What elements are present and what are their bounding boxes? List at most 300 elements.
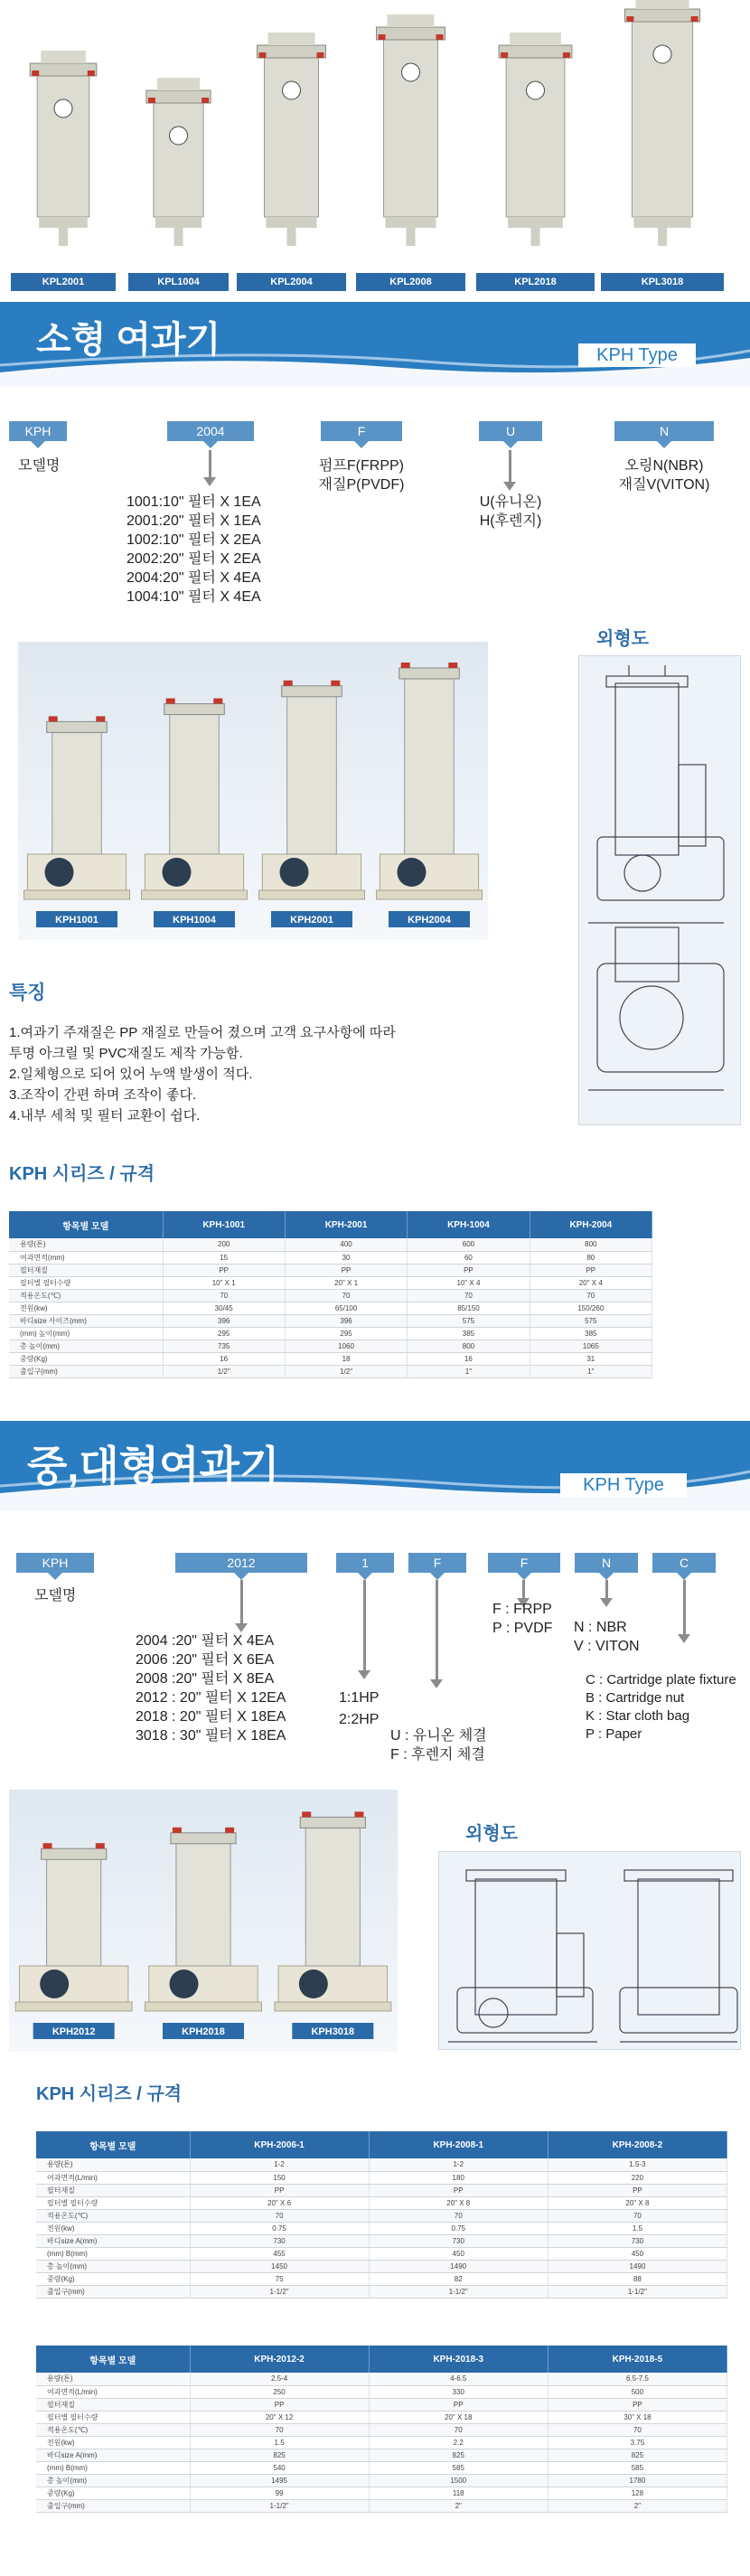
table-cell: 118: [369, 2487, 548, 2499]
table-cell: 30/45: [163, 1302, 285, 1314]
filter-housing-illustration: [599, 0, 726, 271]
table-cell: 540: [190, 2461, 369, 2474]
table-cell: 적용온도(℃): [36, 2423, 190, 2436]
table-cell: 1-2: [369, 2158, 548, 2171]
table-cell: 1-1/2": [548, 2285, 727, 2298]
table-cell: 60: [408, 1251, 530, 1264]
table-row: [9, 1276, 652, 1289]
table-cell: 20" X 1: [285, 1276, 407, 1289]
table-cell: 250: [190, 2385, 369, 2398]
table-row: [36, 2247, 727, 2260]
table-row: [36, 2436, 727, 2449]
filter-housing-illustration: [354, 0, 467, 271]
pump-material-line-2: 재질P(PVDF): [318, 477, 405, 493]
table-cell: 30" X 18: [548, 2411, 727, 2423]
small-spec-table: [9, 1211, 652, 1378]
union-line-2: H(후렌지): [479, 513, 542, 529]
table-cell: 0.75: [190, 2222, 369, 2234]
tag-cartridge: C: [652, 1553, 716, 1573]
table-cell: 220: [548, 2171, 727, 2184]
table-row: [36, 2385, 727, 2398]
table-cell: 70: [408, 1289, 530, 1302]
table-cell: 30: [285, 1251, 407, 1264]
small-filter-photo: [18, 642, 488, 940]
list-item: 4.내부 세척 및 필터 교환이 쉽다.: [9, 1108, 201, 1123]
connector-line: [522, 1580, 525, 1598]
table-row: [36, 2499, 727, 2512]
large-spec-table-2: [36, 2346, 727, 2513]
list-item: 2002:20" 필터 X 2EA: [127, 551, 261, 567]
pump-line-2: P : PVDF: [492, 1621, 553, 1636]
table-cell: 396: [163, 1314, 285, 1327]
table-cell: 1-1/2": [369, 2285, 548, 2298]
machine-kph2012: [15, 1843, 132, 2039]
table-header-row: [36, 2131, 727, 2158]
union-line-1: U(유니온): [479, 494, 542, 510]
table-cell: 730: [548, 2234, 727, 2247]
table-cell: 전원(kw): [36, 2222, 190, 2234]
table-cell: 여과면적(L/min): [36, 2171, 190, 2184]
table-cell: PP: [369, 2398, 548, 2411]
large-filter-type: KPH Type: [560, 1473, 687, 1497]
small-spec-title: KPH 시리즈 / 규격: [9, 1164, 155, 1184]
table-cell: 1060: [285, 1340, 407, 1352]
table-row: [36, 2398, 727, 2411]
table-cell: 1-1/2": [190, 2499, 369, 2512]
product-kpl2018: [474, 0, 596, 298]
table-cell: 575: [408, 1314, 530, 1327]
table-cell: 1065: [530, 1340, 652, 1352]
table-row: [36, 2209, 727, 2222]
table-cell: 128: [548, 2487, 727, 2499]
table-header: KPH-2006-1: [190, 2131, 369, 2158]
connector-line: [509, 450, 511, 482]
large-outline-drawing: [438, 1851, 741, 2050]
table-cell: 585: [369, 2461, 548, 2474]
pump-line-1: F : FRPP: [492, 1602, 552, 1617]
connector-line: [683, 1580, 686, 1634]
table-cell: 180: [369, 2171, 548, 2184]
table-cell: 730: [369, 2234, 548, 2247]
table-row: [9, 1302, 652, 1314]
list-item: 2.일체형으로 되어 있어 누액 발생이 적다.: [9, 1067, 253, 1082]
table-cell: 1.5-3: [548, 2158, 727, 2171]
table-row: [36, 2449, 727, 2461]
large-spec-table-1: [36, 2131, 727, 2299]
table-row: [36, 2373, 727, 2385]
machine-kph2004: [377, 663, 483, 927]
table-cell: 330: [369, 2385, 548, 2398]
union-line-2: F : 후렌지 체결: [390, 1747, 485, 1763]
table-cell: 1780: [548, 2474, 727, 2487]
outline-drawing-illustration: [439, 1852, 742, 2051]
table-cell: PP: [369, 2184, 548, 2196]
table-cell: 65/100: [285, 1302, 407, 1314]
product-label: KPL2001: [11, 273, 116, 291]
list-item: 2006 :20" 필터 X 6EA: [136, 1652, 275, 1668]
table-cell: 3.75: [548, 2436, 727, 2449]
product-kpl3018: [599, 0, 726, 298]
small-filter-type: KPH Type: [578, 343, 696, 367]
large-filter-banner: [0, 1421, 750, 1511]
table-cell: 여과면적(mm): [9, 1251, 163, 1264]
small-outline-label: 외형도: [596, 629, 649, 649]
table-cell: 88: [548, 2272, 727, 2285]
table-cell: 필터재질: [9, 1264, 163, 1276]
table-cell: 1.5: [190, 2436, 369, 2449]
machine-label: KPH1001: [55, 915, 98, 926]
table-cell: 용량(톤): [36, 2373, 190, 2385]
machine-kph1004: [142, 699, 248, 927]
table-cell: 575: [530, 1314, 652, 1327]
table-cell: 400: [285, 1238, 407, 1251]
features-title: 특징: [9, 982, 46, 1003]
table-row: [36, 2158, 727, 2171]
table-cell: 중량(Kg): [36, 2272, 190, 2285]
connector-line: [363, 1580, 366, 1670]
table-cell: 396: [285, 1314, 407, 1327]
table-row: [36, 2234, 727, 2247]
filter-housing-illustration: [127, 0, 230, 271]
table-cell: 70: [285, 1289, 407, 1302]
table-cell: 82: [369, 2272, 548, 2285]
table-cell: 6.5-7.5: [548, 2373, 727, 2385]
connector-line: [436, 1580, 438, 1679]
product-label: KPL1004: [128, 273, 229, 291]
connector-line: [209, 450, 211, 477]
table-cell: 10" X 4: [408, 1276, 530, 1289]
list-item: 3018 : 30" 필터 X 18EA: [136, 1728, 286, 1744]
product-label: KPL3018: [601, 273, 724, 291]
tag-pump: F: [488, 1553, 560, 1573]
table-cell: 적용온도(℃): [9, 1289, 163, 1302]
table-cell: 295: [285, 1327, 407, 1340]
table-cell: 0.75: [369, 2222, 548, 2234]
large-spec-title: KPH 시리즈 / 규격: [36, 2084, 183, 2104]
table-cell: 16: [408, 1352, 530, 1365]
table-cell: 825: [369, 2449, 548, 2461]
outline-drawing-illustration: [579, 656, 742, 1126]
tag-oring: N: [575, 1553, 638, 1573]
machine-label: KPH2004: [408, 915, 451, 926]
table-row: [9, 1314, 652, 1327]
table-cell: 150: [190, 2171, 369, 2184]
list-item: 2008 :20" 필터 X 8EA: [136, 1671, 275, 1687]
machine-label: KPH1004: [173, 915, 216, 926]
list-item: 2004 :20" 필터 X 4EA: [136, 1633, 275, 1649]
tag-union: U: [479, 421, 542, 441]
table-cell: 2.5-4: [190, 2373, 369, 2385]
table-cell: 1/2": [163, 1365, 285, 1377]
table-header-row: [36, 2346, 727, 2373]
table-cell: 적용온도(℃): [36, 2209, 190, 2222]
table-cell: 총 높이(mm): [36, 2474, 190, 2487]
tag-kph: KPH: [16, 1553, 94, 1573]
table-row: [36, 2461, 727, 2474]
table-row: [9, 1264, 652, 1276]
filter-housing-illustration: [9, 0, 117, 271]
small-filter-machines-illustration: [18, 642, 488, 940]
table-row: [9, 1289, 652, 1302]
table-cell: 1490: [548, 2260, 727, 2272]
product-kpl2004: [235, 0, 348, 298]
table-row: [36, 2171, 727, 2184]
table-row: [9, 1327, 652, 1340]
table-cell: 1-2: [190, 2158, 369, 2171]
large-outline-label: 외형도: [465, 1824, 518, 1844]
small-filter-title: 소형 여과기: [36, 320, 221, 360]
list-item: 1.여과기 주재질은 PP 재질로 만들어 졌으며 고객 요구사항에 따라: [9, 1025, 396, 1040]
table-cell: 출입구(mm): [36, 2285, 190, 2298]
table-cell: 1/2": [285, 1365, 407, 1377]
table-row: [36, 2411, 727, 2423]
product-label: KPL2018: [476, 273, 595, 291]
table-row: [9, 1251, 652, 1264]
table-row: [9, 1238, 652, 1251]
table-cell: 600: [408, 1238, 530, 1251]
table-cell: 용량(톤): [36, 2158, 190, 2171]
table-cell: 2.2: [369, 2436, 548, 2449]
table-cell: 70: [369, 2209, 548, 2222]
table-row: [36, 2285, 727, 2298]
tag-hp: 1: [336, 1553, 394, 1573]
table-row: [36, 2487, 727, 2499]
table-cell: 여과면적(L/min): [36, 2385, 190, 2398]
table-cell: PP: [190, 2398, 369, 2411]
table-cell: 70: [163, 1289, 285, 1302]
product-label: KPL2008: [356, 273, 465, 291]
table-cell: PP: [548, 2184, 727, 2196]
table-cell: 730: [190, 2234, 369, 2247]
machine-kph2001: [259, 681, 365, 927]
table-cell: 85/150: [408, 1302, 530, 1314]
product-kpl1004: [127, 0, 230, 298]
large-filter-title: 중,대형여과기: [27, 1443, 280, 1490]
table-cell: 825: [190, 2449, 369, 2461]
table-cell: 필터재질: [36, 2398, 190, 2411]
table-cell: 바디size 사이즈(mm): [9, 1314, 163, 1327]
table-header: KPH-2004: [530, 1211, 652, 1238]
table-cell: 4-6.5: [369, 2373, 548, 2385]
table-row: [36, 2260, 727, 2272]
list-item: 2018 : 20" 필터 X 18EA: [136, 1709, 286, 1725]
small-outline-drawing: [578, 655, 741, 1125]
machine-kph3018: [275, 1811, 391, 2039]
table-header: KPH-2018-3: [369, 2346, 548, 2373]
list-item: 1002:10" 필터 X 2EA: [127, 532, 261, 548]
table-cell: 중량(Kg): [36, 2487, 190, 2499]
table-header: KPH-1001: [163, 1211, 285, 1238]
table-row: [9, 1352, 652, 1365]
model-name-label: 모델명: [18, 458, 61, 474]
table-cell: 1450: [190, 2260, 369, 2272]
table-cell: 1.5: [548, 2222, 727, 2234]
table-cell: 용량(톤): [9, 1238, 163, 1251]
table-cell: 20" X 6: [190, 2196, 369, 2209]
tag-model-number: 2004: [167, 421, 254, 441]
table-cell: 20" X 8: [548, 2196, 727, 2209]
table-cell: 20" X 4: [530, 1276, 652, 1289]
table-cell: 31: [530, 1352, 652, 1365]
small-filter-banner: [0, 302, 750, 387]
table-cell: 70: [369, 2423, 548, 2436]
table-cell: 필터별 필터수량: [36, 2196, 190, 2209]
table-header: KPH-2001: [285, 1211, 407, 1238]
table-cell: 전원(kw): [36, 2436, 190, 2449]
list-item: C : Cartridge plate fixture: [586, 1672, 736, 1688]
table-cell: 800: [530, 1238, 652, 1251]
table-cell: 455: [190, 2247, 369, 2260]
oring-line-1: N : NBR: [574, 1620, 627, 1635]
machine-kph1001: [24, 716, 130, 927]
table-cell: (mm) B(mm): [36, 2461, 190, 2474]
machine-kph2018: [145, 1828, 262, 2039]
table-header: KPH-1004: [408, 1211, 530, 1238]
tag-pump: F: [321, 421, 402, 441]
tag-oring: N: [614, 421, 714, 441]
table-cell: (mm) B(mm): [36, 2247, 190, 2260]
table-cell: 10" X 1: [163, 1276, 285, 1289]
table-cell: 450: [548, 2247, 727, 2260]
product-label: KPL2004: [237, 273, 346, 291]
table-cell: 필터별 필터수량: [36, 2411, 190, 2423]
table-cell: 450: [369, 2247, 548, 2260]
table-cell: 2": [369, 2499, 548, 2512]
oring-line-2: V : VITON: [574, 1639, 640, 1654]
table-cell: 585: [548, 2461, 727, 2474]
table-row: [36, 2222, 727, 2234]
table-cell: 출입구(mm): [36, 2499, 190, 2512]
list-item: 1001:10" 필터 X 1EA: [127, 494, 261, 510]
table-row: [36, 2184, 727, 2196]
table-cell: (mm) 높이(mm): [9, 1327, 163, 1340]
list-item: 2012 : 20" 필터 X 12EA: [136, 1690, 286, 1706]
hp-line-2: 2:2HP: [339, 1712, 380, 1727]
table-cell: 18: [285, 1352, 407, 1365]
table-row: [36, 2474, 727, 2487]
table-cell: 1490: [369, 2260, 548, 2272]
table-cell: 800: [408, 1340, 530, 1352]
table-cell: 16: [163, 1352, 285, 1365]
table-cell: 1500: [369, 2474, 548, 2487]
list-item: 3.조작이 간편 하며 조작이 좋다.: [9, 1087, 197, 1103]
table-header: KPH-2008-2: [548, 2131, 727, 2158]
machine-label: KPH2001: [290, 915, 333, 926]
table-cell: PP: [408, 1264, 530, 1276]
table-cell: 출입구(mm): [9, 1365, 163, 1377]
large-filter-machines-illustration: [9, 1790, 398, 2052]
table-header: KPH-2008-1: [369, 2131, 548, 2158]
table-cell: PP: [530, 1264, 652, 1276]
table-cell: 1-1/2": [190, 2285, 369, 2298]
list-item: K : Star cloth bag: [586, 1708, 690, 1724]
table-header: 항목별 모델: [9, 1211, 163, 1238]
table-cell: 전원(kw): [9, 1302, 163, 1314]
table-cell: 295: [163, 1327, 285, 1340]
table-cell: 20" X 12: [190, 2411, 369, 2423]
table-cell: 500: [548, 2385, 727, 2398]
table-header-row: [9, 1211, 652, 1238]
table-cell: 20" X 8: [369, 2196, 548, 2209]
table-header: 항목별 모델: [36, 2346, 190, 2373]
tag-model-number: 2012: [175, 1553, 307, 1573]
table-cell: 20" X 18: [369, 2411, 548, 2423]
model-name-label: 모델명: [34, 1588, 77, 1603]
table-cell: 1495: [190, 2474, 369, 2487]
table-cell: 바디size A(mm): [36, 2449, 190, 2461]
table-cell: 150/260: [530, 1302, 652, 1314]
table-header: KPH-2012-2: [190, 2346, 369, 2373]
table-header: KPH-2018-5: [548, 2346, 727, 2373]
table-cell: 99: [190, 2487, 369, 2499]
table-cell: 200: [163, 1238, 285, 1251]
hp-line-1: 1:1HP: [339, 1690, 380, 1706]
pump-material-line-1: 펌프F(FRPP): [318, 458, 404, 474]
connector-line: [605, 1580, 608, 1598]
table-cell: 75: [190, 2272, 369, 2285]
list-item: 투명 아크릴 및 PVC재질도 제작 가능함.: [9, 1046, 243, 1061]
table-row: [36, 2196, 727, 2209]
table-cell: 70: [190, 2423, 369, 2436]
table-cell: 70: [548, 2209, 727, 2222]
table-cell: 70: [530, 1289, 652, 1302]
table-cell: PP: [548, 2398, 727, 2411]
table-cell: 735: [163, 1340, 285, 1352]
filter-housing-illustration: [235, 0, 348, 271]
table-row: [9, 1340, 652, 1352]
machine-label: KPH3018: [311, 2026, 355, 2037]
table-cell: 2": [548, 2499, 727, 2512]
table-cell: 1": [408, 1365, 530, 1377]
list-item: 2004:20" 필터 X 4EA: [127, 570, 261, 586]
table-row: [9, 1365, 652, 1377]
list-item: 1004:10" 필터 X 4EA: [127, 589, 261, 605]
oring-line-2: 재질V(VITON): [618, 477, 710, 493]
product-kpl2001: [9, 0, 117, 298]
table-row: [36, 2423, 727, 2436]
filter-housing-illustration: [474, 0, 596, 271]
machine-label: KPH2012: [52, 2026, 96, 2037]
machine-label: KPH2018: [182, 2026, 225, 2037]
table-cell: 80: [530, 1251, 652, 1264]
table-cell: 385: [408, 1327, 530, 1340]
table-cell: 총 높이(mm): [36, 2260, 190, 2272]
list-item: P : Paper: [586, 1726, 642, 1742]
table-cell: PP: [285, 1264, 407, 1276]
table-cell: 바디size A(mm): [36, 2234, 190, 2247]
table-cell: 총 높이(mm): [9, 1340, 163, 1352]
oring-line-1: 오링N(NBR): [624, 458, 704, 474]
product-kpl2008: [354, 0, 467, 298]
table-cell: 1": [530, 1365, 652, 1377]
table-cell: PP: [190, 2184, 369, 2196]
table-cell: 필터재질: [36, 2184, 190, 2196]
tag-kph: KPH: [9, 421, 67, 441]
table-cell: 중량(Kg): [9, 1352, 163, 1365]
union-line-1: U : 유니온 체결: [390, 1728, 487, 1744]
table-cell: 15: [163, 1251, 285, 1264]
table-cell: PP: [163, 1264, 285, 1276]
table-cell: 70: [190, 2209, 369, 2222]
connector-line: [240, 1580, 243, 1623]
tag-union: F: [408, 1553, 466, 1573]
list-item: 2001:20" 필터 X 1EA: [127, 513, 261, 529]
table-cell: 385: [530, 1327, 652, 1340]
table-row: [36, 2272, 727, 2285]
table-cell: 70: [548, 2423, 727, 2436]
table-cell: 필터별 필터수량: [9, 1276, 163, 1289]
table-cell: 825: [548, 2449, 727, 2461]
